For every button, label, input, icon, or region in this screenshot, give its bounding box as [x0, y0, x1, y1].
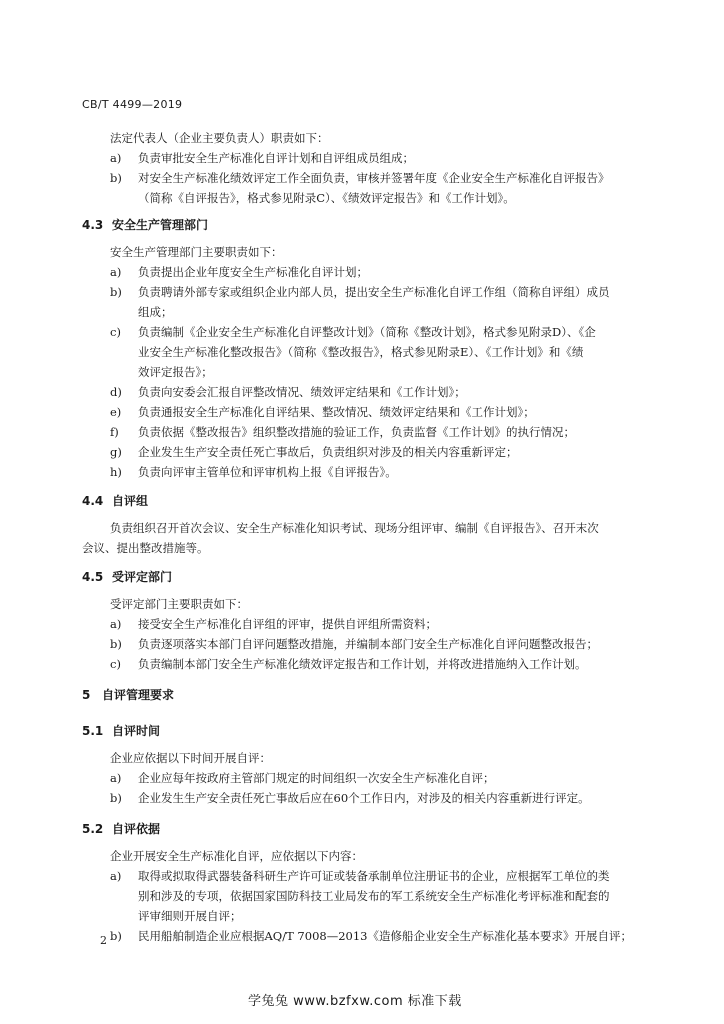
section-heading-5-2: 5.2 自评依据	[82, 822, 161, 836]
s52-lead: 企业开展安全生产标准化自评，应依据以下内容：	[110, 849, 363, 863]
page-number: 2	[100, 934, 107, 947]
section-heading-4-5: 4.5 受评定部门	[82, 570, 173, 584]
section-heading-4-4: 4.4 自评组	[82, 494, 149, 508]
section-heading-4-3: 4.3 安全生产管理部门	[82, 218, 209, 232]
list-item-continuation: 评审细则开展自评；	[138, 909, 242, 923]
intro-lead: 法定代表人（企业主要负责人）职责如下：	[110, 131, 329, 145]
s51-lead: 企业应依据以下时间开展自评：	[110, 751, 271, 765]
section-heading-5-1: 5.1 自评时间	[82, 724, 161, 738]
section-heading-5: 5 自评管理要求	[82, 688, 175, 702]
document-code: CB/T 4499—2019	[82, 98, 183, 111]
footer-watermark: 学兔兔 www.bzfxw.com 标准下载	[248, 994, 462, 1009]
list-item-continuation: 效评定报告》；	[138, 365, 213, 379]
list-item-continuation: 组成；	[138, 305, 173, 319]
s43-lead: 安全生产管理部门主要职责如下：	[110, 245, 283, 259]
s44-paragraph: 负责组织召开首次会议、安全生产标准化知识考试、现场分组评审、编制《自评报告》、召开末次	[110, 521, 599, 535]
list-item-continuation: （简称《自评报告》，格式参见附录C）、《绩效评定报告》和《工作计划》。	[138, 191, 515, 205]
list-item-continuation: 别和涉及的专项，依据国家国防科技工业局发布的军工系统安全生产标准化考评标准和配套的	[138, 889, 610, 903]
s45-lead: 受评定部门主要职责如下：	[110, 597, 248, 611]
s44-paragraph-continuation: 会议、提出整改措施等。	[82, 541, 209, 555]
list-item-continuation: 业安全生产标准化整改报告》（简称《整改报告》，格式参见附录E）、《工作计划》和《绩	[138, 345, 584, 359]
